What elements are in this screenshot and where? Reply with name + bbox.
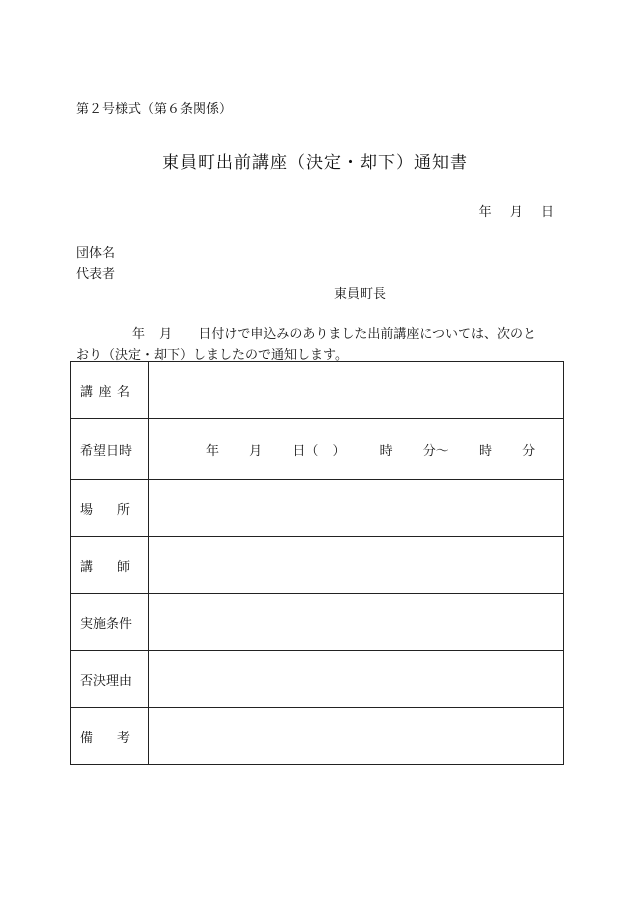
- issue-date: [475, 201, 554, 220]
- course-name-value: [149, 362, 564, 419]
- notice-detail-table: [70, 361, 564, 765]
- schedule-value: 年 月 日（ ） 時 分～ 時 分: [149, 419, 564, 480]
- row-rejection-reason: [71, 651, 564, 708]
- form-number-label: 第２号様式（第６条関係）: [76, 102, 233, 117]
- rejection-reason-value: [149, 651, 564, 708]
- date-day: 日: [540, 205, 554, 220]
- row-remarks: [71, 708, 564, 765]
- body-text-line-1: [132, 323, 536, 342]
- document-title: 東員町出前講座（決定・却下）通知書: [162, 153, 468, 173]
- body-month: 月: [159, 327, 173, 342]
- row-conditions: [71, 594, 564, 651]
- body-line1-text: 日付けで申込みのありました出前講座については、次のと: [198, 327, 537, 342]
- venue-label: 場 所: [71, 480, 149, 537]
- remarks-value: [149, 708, 564, 765]
- course-name-label: 講 座 名: [71, 362, 149, 419]
- row-course-name: [71, 362, 564, 419]
- row-venue: [71, 480, 564, 537]
- mayor-signature-label: 東員町長: [334, 287, 387, 302]
- instructor-value: [149, 537, 564, 594]
- schedule-label: 希望日時: [71, 419, 149, 480]
- rejection-reason-label: 否決理由: [71, 651, 149, 708]
- body-year: 年: [132, 327, 146, 342]
- group-name-label: 団体名: [76, 246, 116, 261]
- body-text-line-2: おり（決定・却下）しましたので通知します。: [76, 348, 348, 363]
- date-year: 年: [478, 205, 492, 220]
- conditions-label: 実施条件: [71, 594, 149, 651]
- row-instructor: [71, 537, 564, 594]
- date-month: 月: [509, 205, 523, 220]
- representative-label: 代表者: [76, 267, 116, 282]
- row-schedule: [71, 419, 564, 480]
- remarks-label: 備 考: [71, 708, 149, 765]
- instructor-label: 講 師: [71, 537, 149, 594]
- conditions-value: [149, 594, 564, 651]
- venue-value: [149, 480, 564, 537]
